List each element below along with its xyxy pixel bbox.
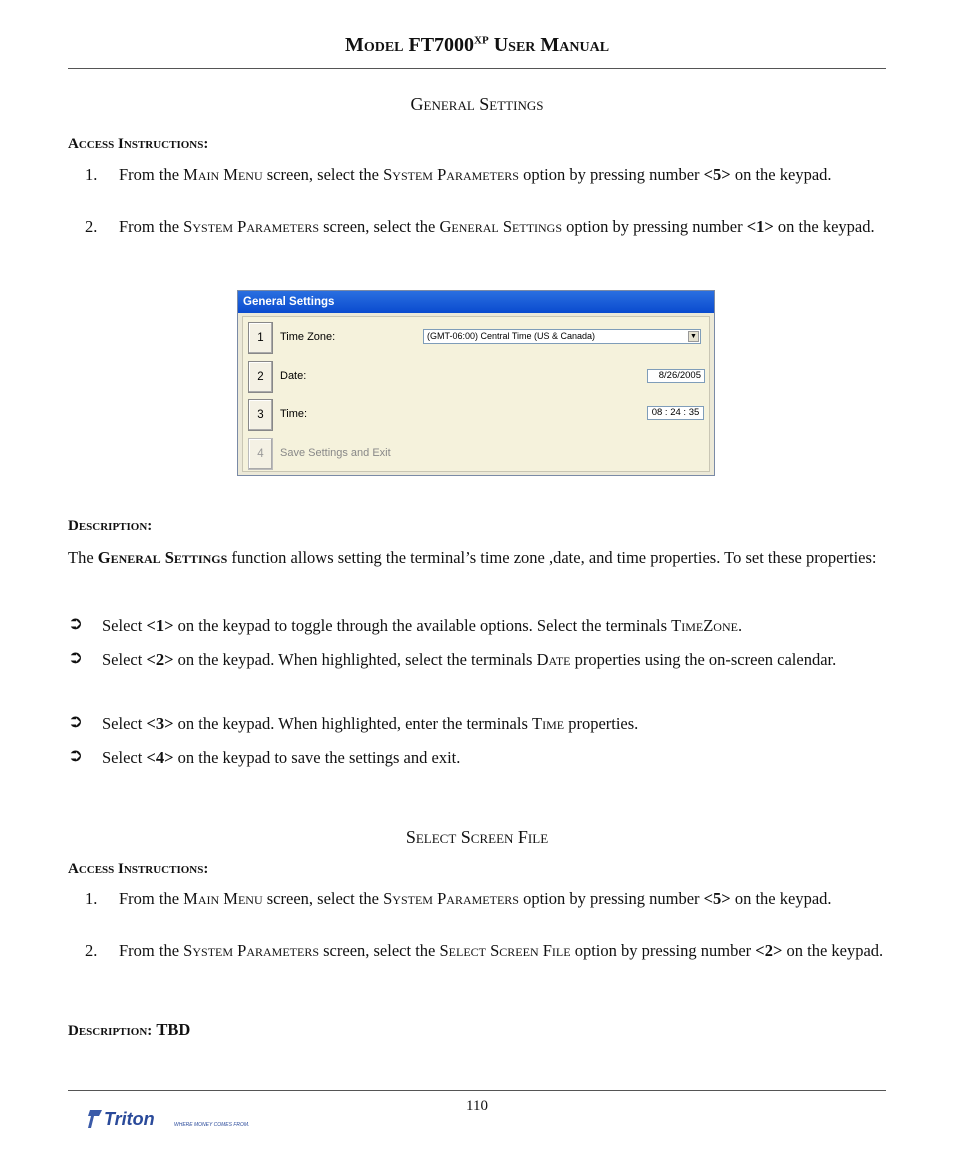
triton-logo [88,1106,253,1132]
bullet-text: Select <2> on the keypad. When highlighted, select the terminals Date properties using the on-screen calendar. [102,650,837,669]
arrow-bullet-icon: ➲ [68,613,84,634]
description-label: Description: [68,1023,153,1039]
header-title-post: User Manual [488,34,610,56]
option-2-button[interactable]: 2 [248,361,273,393]
section-heading-general-settings: General Settings [410,94,544,114]
header-title-pre: Model FT7000 [344,34,475,56]
arrow-bullet-icon: ➲ [68,711,84,732]
option-1-button[interactable]: 1 [248,322,273,354]
time-zone-value: (GMT-06:00) Central Time (US & Canada) [427,331,596,341]
time-zone-select[interactable] [423,329,701,344]
option-4-button[interactable]: 4 [248,438,273,470]
time-label: Time: [280,408,308,420]
time-field[interactable]: 08 : 24 : 35 [647,406,704,420]
arrow-bullet-icon: ➲ [68,647,84,668]
step-number: 1. [85,889,98,908]
option-3-button[interactable]: 3 [248,399,273,431]
date-label: Date: [280,370,307,382]
step-number: 1. [85,165,98,184]
description-label: Description: [68,518,153,534]
bullet-text: Select <3> on the keypad. When highlighted, enter the terminals Time properties. [102,714,639,733]
description-tbd [68,1020,190,1040]
arrow-bullet-icon: ➲ [68,745,84,766]
dialog-title: General Settings [238,291,714,313]
chevron-down-icon[interactable]: ▼ [688,331,699,342]
step-text: From the Main Menu screen, select the System Parameters option by pressing number <5> on the keypad. [119,165,832,184]
footer-rule [68,1090,886,1091]
description-value: TBD [156,1020,191,1039]
page-header [68,34,886,57]
logo-tagline: WHERE MONEY COMES FROM. [174,1122,250,1128]
step-number: 2. [85,941,98,960]
step-number: 2. [85,217,98,236]
section-heading-select-screen-file: Select Screen File [405,827,549,847]
access-instructions-label: Access Instructions: [68,136,209,152]
dialog-body [242,316,710,472]
page-number: 110 [466,1098,488,1114]
bullet-text: Select <1> on the keypad to toggle through the available options. Select the terminals TimeZone. [102,616,743,635]
description-text: The General Settings function allows setting the terminal’s time zone ,date, and time properties. To set these properties: [68,548,877,567]
step-text: From the System Parameters screen, select the General Settings option by pressing number <1> on the keypad. [119,217,875,236]
step-text: From the Main Menu screen, select the System Parameters option by pressing number <5> on the keypad. [119,889,832,908]
logo-wordmark: Triton [104,1109,155,1129]
access-instructions-label: Access Instructions: [68,861,209,877]
step-text: From the System Parameters screen, select the Select Screen File option by pressing number <2> on the keypad. [119,941,884,960]
save-settings-label: Save Settings and Exit [280,447,391,459]
bullet-text: Select <4> on the keypad to save the settings and exit. [102,748,461,767]
general-settings-dialog [237,290,715,476]
header-rule [68,68,886,69]
header-title-sup: XP [474,34,489,47]
date-field[interactable]: 8/26/2005 [647,369,705,383]
time-zone-label: Time Zone: [280,331,336,343]
